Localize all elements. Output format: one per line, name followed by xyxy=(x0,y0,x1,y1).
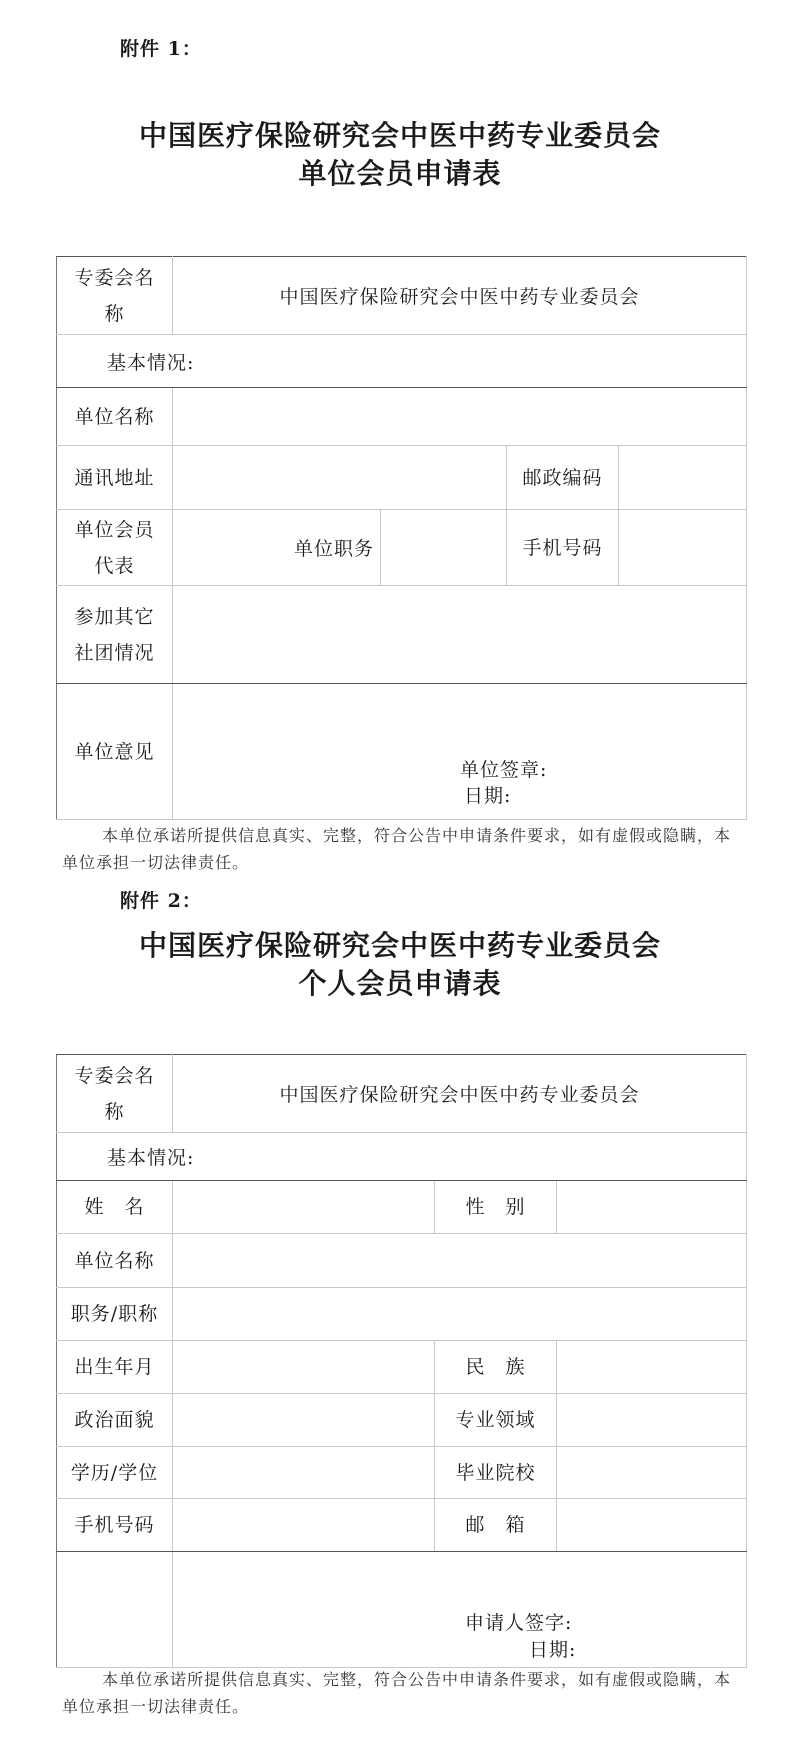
opinion-label: 单位意见 xyxy=(57,684,173,820)
representative-label: 单位会员代表 xyxy=(57,510,173,586)
form2-title-line2: 个人会员申请表 xyxy=(298,967,502,1000)
attachment-2-label: 附件 2： xyxy=(120,890,202,912)
name-field[interactable] xyxy=(173,1181,435,1234)
mobile-label: 手机号码 xyxy=(507,510,619,586)
unit-member-form xyxy=(56,256,747,820)
education-field[interactable] xyxy=(173,1447,435,1499)
political-label: 政治面貌 xyxy=(57,1394,173,1447)
ethnicity-label: 民 族 xyxy=(435,1341,557,1394)
field-label: 专业领域 xyxy=(435,1394,557,1447)
signature-row-blank xyxy=(57,1552,173,1668)
committee-name-value: 中国医疗保险研究会中医中药专业委员会 xyxy=(173,257,747,335)
email-label: 邮 箱 xyxy=(435,1499,557,1552)
basic-info-label-2: 基本情况: xyxy=(57,1133,747,1181)
address-label: 通讯地址 xyxy=(57,446,173,510)
name-label: 姓 名 xyxy=(57,1181,173,1234)
address-field[interactable] xyxy=(173,446,507,510)
unit-name-label-2: 单位名称 xyxy=(57,1234,173,1288)
signature-label: 申请人签字: xyxy=(465,1612,573,1634)
committee-name-label: 专委会名称 xyxy=(57,257,173,335)
other-orgs-field[interactable] xyxy=(173,586,747,684)
birth-field[interactable] xyxy=(173,1341,435,1394)
ethnicity-field[interactable] xyxy=(557,1341,747,1394)
postcode-field[interactable] xyxy=(619,446,747,510)
position-field[interactable] xyxy=(381,510,507,586)
attachment-1-label: 附件 1： xyxy=(120,38,202,60)
other-orgs-label: 参加其它社团情况 xyxy=(57,586,173,684)
unit-name-label: 单位名称 xyxy=(57,388,173,446)
basic-info-label: 基本情况: xyxy=(57,335,747,388)
committee-name-label-2: 专委会名称 xyxy=(57,1055,173,1133)
position-label: 单位职务 xyxy=(173,510,381,586)
title-field[interactable] xyxy=(173,1288,747,1341)
date-label: 日期: xyxy=(464,785,512,807)
email-field[interactable] xyxy=(557,1499,747,1552)
gender-label: 性 别 xyxy=(435,1181,557,1234)
personal-member-form xyxy=(56,1054,747,1668)
unit-name-field-2[interactable] xyxy=(173,1234,747,1288)
field-field[interactable] xyxy=(557,1394,747,1447)
committee-name-value-2: 中国医疗保险研究会中医中药专业委员会 xyxy=(173,1055,747,1133)
title-label: 职务/职称 xyxy=(57,1288,173,1341)
seal-label: 单位签章: xyxy=(460,759,548,781)
mobile-field-2[interactable] xyxy=(173,1499,435,1552)
form-title-line1: 中国医疗保险研究会中医中药专业委员会 xyxy=(138,119,661,152)
school-label: 毕业院校 xyxy=(435,1447,557,1499)
mobile-label-2: 手机号码 xyxy=(57,1499,173,1552)
commitment-note: 本单位承诺所提供信息真实、完整，符合公告中申请条件要求，如有虚假或隐瞒，本单位承担一切法律责任。 xyxy=(62,826,732,872)
mobile-field[interactable] xyxy=(619,510,747,586)
unit-name-field[interactable] xyxy=(173,388,747,446)
form2-title-line1: 中国医疗保险研究会中医中药专业委员会 xyxy=(138,929,661,962)
opinion-field[interactable] xyxy=(173,684,747,820)
commitment-note-2: 本单位承诺所提供信息真实、完整，符合公告中申请条件要求，如有虚假或隐瞒，本单位承担一切法律责任。 xyxy=(62,1670,732,1716)
postcode-label: 邮政编码 xyxy=(507,446,619,510)
date-label-2: 日期: xyxy=(529,1639,577,1661)
political-field[interactable] xyxy=(173,1394,435,1447)
signature-field[interactable] xyxy=(173,1552,747,1668)
gender-field[interactable] xyxy=(557,1181,747,1234)
form-title-line2: 单位会员申请表 xyxy=(298,157,502,190)
birth-label: 出生年月 xyxy=(57,1341,173,1394)
school-field[interactable] xyxy=(557,1447,747,1499)
education-label: 学历/学位 xyxy=(57,1447,173,1499)
